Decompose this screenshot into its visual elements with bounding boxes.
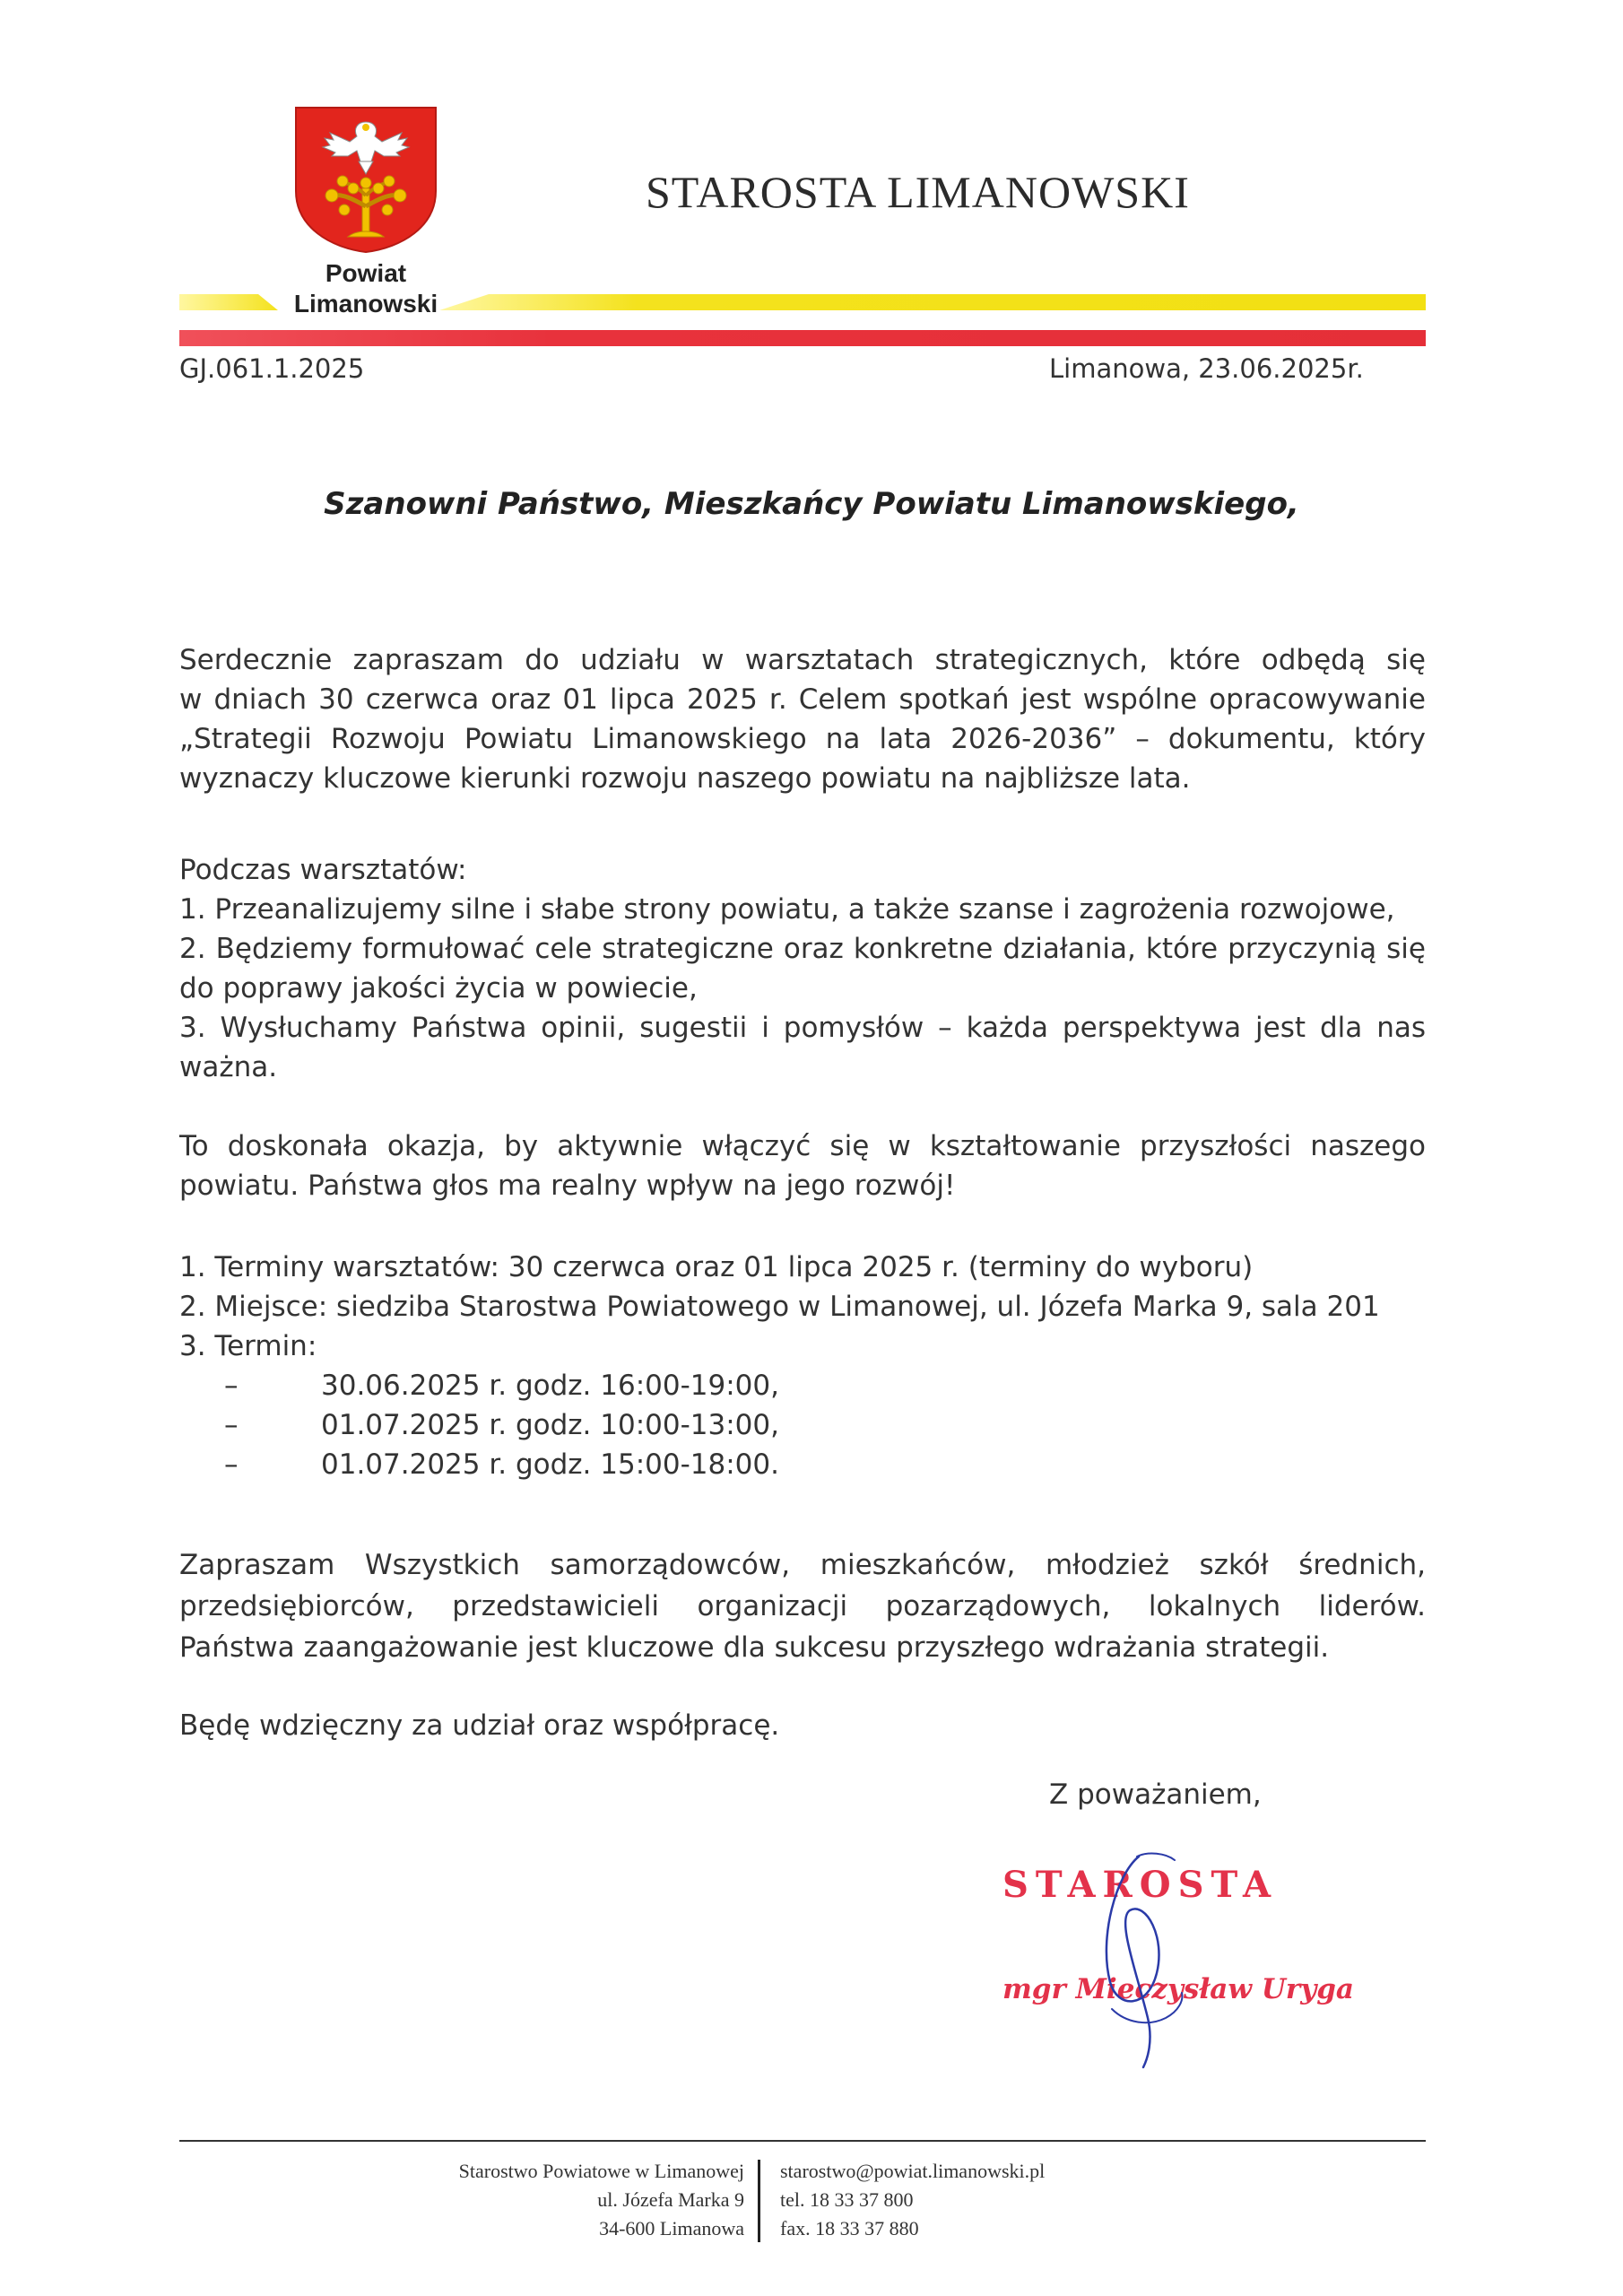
- workshops-section: [179, 850, 1426, 1087]
- salutation: Szanowni Państwo, Mieszkańcy Powiatu Limanowskiego,: [324, 486, 1299, 522]
- details-list: [179, 1248, 1426, 1366]
- opportunity-line: powiatu. Państwa głos ma realny wpływ na jego rozwój!: [179, 1170, 956, 1202]
- yellow-stripe-right: [439, 294, 1426, 310]
- red-stripe: [179, 330, 1426, 346]
- footer-city: 34-600 Limanowa: [599, 2217, 744, 2239]
- intro-line: „Strategii Rozwoju Powiatu Limanowskiego na lata 2026-2036” – dokumentu, który: [179, 723, 1426, 755]
- invite-line: Państwa zaangażowanie jest kluczowe dla sukcesu przyszłego wdrażania strategii.: [179, 1631, 1330, 1664]
- workshops-heading: Podczas warsztatów:: [179, 854, 467, 886]
- footer-contact: [780, 2157, 1228, 2243]
- footer-street: ul. Józefa Marka 9: [597, 2188, 744, 2211]
- detail-item: 1. Terminy warsztatów: 30 czerwca oraz 01 lipca 2025 r. (terminy do wyboru): [179, 1251, 1254, 1283]
- dash-bullet: –: [224, 1448, 239, 1481]
- invite-paragraph: [179, 1544, 1426, 1668]
- intro-line: Serdecznie zapraszam do udziału w warsztatach strategicznych, które odbędą się: [179, 644, 1426, 676]
- opportunity-line: To doskonała okazja, by aktywnie włączyć się w kształtowanie przyszłości naszego: [179, 1130, 1426, 1162]
- reference-number: GJ.061.1.2025: [179, 353, 365, 384]
- detail-item: 2. Miejsce: siedziba Starostwa Powiatowego w Limanowej, ul. Józefa Marka 9, sala 201: [179, 1291, 1380, 1323]
- dash-bullet: –: [224, 1409, 239, 1441]
- footer-address: [269, 2157, 744, 2243]
- intro-line: wyznaczy kluczowe kierunki rozwoju naszego powiatu na najbliższe lata.: [179, 762, 1191, 795]
- session-text: 01.07.2025 r. godz. 15:00-18:00.: [321, 1448, 779, 1481]
- invite-line: przedsiębiorców, przedstawicieli organizacji pozarządowych, lokalnych liderów.: [179, 1590, 1426, 1622]
- workshop-item: 2. Będziemy formułować cele strategiczne oraz konkretne działania, które przyczynią się: [179, 933, 1426, 965]
- session-item: [224, 1366, 779, 1405]
- page-title: STAROSTA LIMANOWSKI: [646, 167, 1190, 217]
- session-text: 30.06.2025 r. godz. 16:00-19:00,: [321, 1370, 779, 1402]
- closing-phrase: Z poważaniem,: [1049, 1779, 1262, 1811]
- place-date: Limanowa, 23.06.2025r.: [1049, 353, 1364, 384]
- footer-separator: [758, 2160, 760, 2242]
- detail-item: 3. Termin:: [179, 1330, 317, 1362]
- footer-phone: tel. 18 33 37 800: [780, 2188, 914, 2211]
- handwritten-signature: [1031, 1839, 1264, 2072]
- workshop-item: ważna.: [179, 1051, 278, 1083]
- session-item: [224, 1405, 779, 1445]
- footer-email: starostwo@powiat.limanowski.pl: [780, 2160, 1046, 2182]
- crest-label-line2: Limanowski: [293, 290, 438, 317]
- yellow-stripe-left: [179, 294, 278, 310]
- crest-label-line1: Powiat: [325, 259, 407, 287]
- workshop-item: 3. Wysłuchamy Państwa opinii, sugestii i pomysłów – każda perspektywa jest dla nas: [179, 1012, 1426, 1044]
- stamp-name: mgr Mieczysław Uryga: [1002, 1973, 1354, 2005]
- workshop-item: do poprawy jakości życia w powiecie,: [179, 972, 698, 1004]
- opportunity-paragraph: [179, 1126, 1426, 1205]
- dash-bullet: –: [224, 1370, 239, 1402]
- intro-paragraph: [179, 640, 1426, 798]
- thanks-line: Będę wdzięczny za udział oraz współpracę.: [179, 1709, 780, 1742]
- session-text: 01.07.2025 r. godz. 10:00-13:00,: [321, 1409, 779, 1441]
- intro-line: w dniach 30 czerwca oraz 01 lipca 2025 r. Celem spotkań jest wspólne opracowywanie: [179, 683, 1426, 716]
- invite-line: Zapraszam Wszystkich samorządowców, mieszkańców, młodzież szkół średnich,: [179, 1549, 1426, 1581]
- powiat-crest-logo: [294, 106, 438, 254]
- footer-divider: [179, 2140, 1426, 2142]
- workshop-item: 1. Przeanalizujemy silne i słabe strony powiatu, a także szanse i zagrożenia rozwojowe,: [179, 893, 1395, 926]
- session-item: [224, 1445, 779, 1484]
- crest-label: [269, 258, 463, 319]
- footer-fax: fax. 18 33 37 880: [780, 2217, 919, 2239]
- stamp-title: STAROSTA: [1002, 1864, 1279, 1906]
- footer-office: Starostwo Powiatowe w Limanowej: [458, 2160, 744, 2182]
